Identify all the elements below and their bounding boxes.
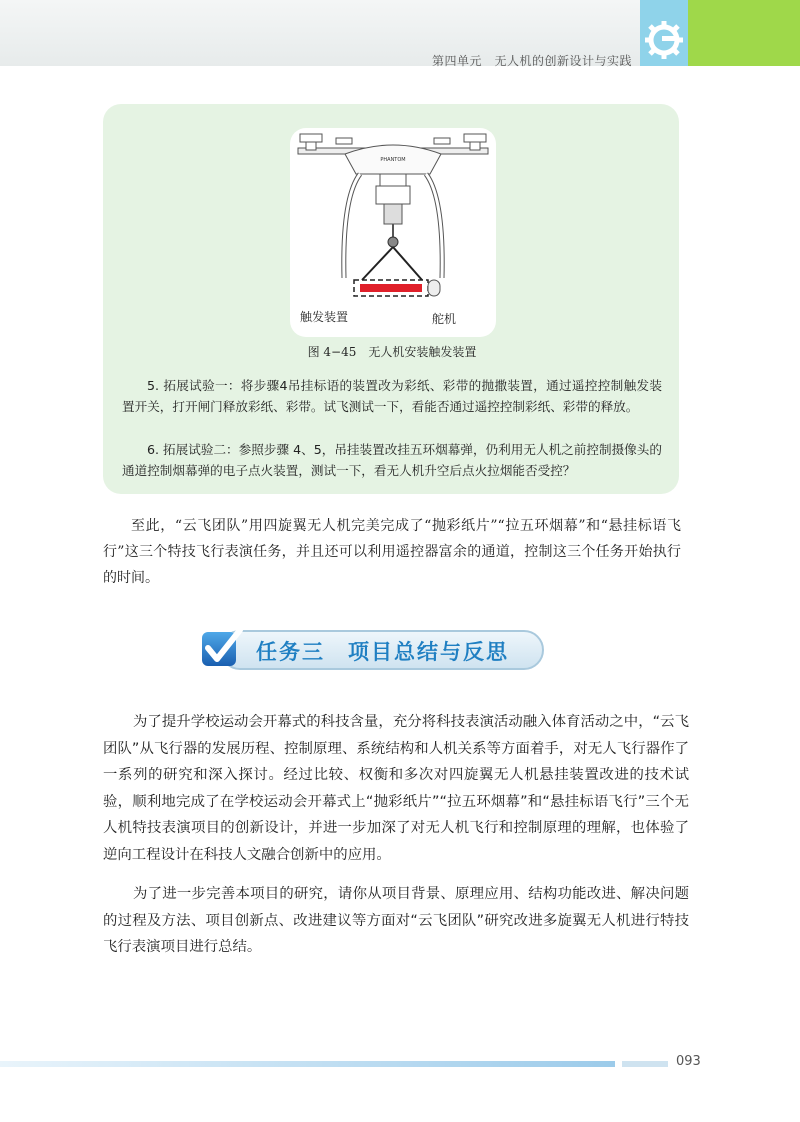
checkmark-icon (198, 626, 244, 672)
body-paragraph-1: 为了提升学校运动会开幕式的科技含量，充分将科技表演活动融入体育活动之中，“云飞团队”从飞行器的发展历程、控制原理、系统结构和人机关系等方面着手，对无人飞行器作了一系列的研究和深入探讨。经过比较、权衡和多次对四旋翼无人机悬挂装置改进的技术试验，顺利地完成了在学校运动会开幕式上“抛彩纸片”“拉五环烟幕”和“悬挂标语飞行”三个无人机特技表演项目的创新设计，并进一步加深了对无人机飞行和控制原理的理解，也体验了逆向工程设计在科技人文融合创新中的应用。 (103, 714, 689, 863)
footer-rule-segment (622, 1061, 668, 1067)
task-title: 任务三 项目总结与反思 (256, 640, 509, 664)
panel-item-6: 6. 拓展试验二：参照步骤 4、5，吊挂装置改挂五环烟幕弹，仍利用无人机之前控制摄像头的通道控制烟幕弹的电子点火装置，测试一下，看无人机升空后点火拉烟能否受控？ (122, 442, 662, 478)
gear-icon (644, 20, 684, 60)
figure-label-servo: 舵机 (432, 312, 457, 326)
footer-rule (0, 1061, 615, 1067)
figure-label-trigger: 触发装置 (300, 310, 349, 324)
panel-item-5: 5. 拓展试验一：将步骤4吊挂标语的装置改为彩纸、彩带的抛撒装置，通过遥控控制触发装置开关，打开闸门释放彩纸、彩带。试飞测试一下，看能否通过遥控控制彩纸、彩带的释放。 (122, 378, 662, 414)
drone-illustration (290, 128, 496, 337)
body-paragraph-2: 为了进一步完善本项目的研究，请你从项目背景、原理应用、结构功能改进、解决问题的过程及方法、项目创新点、改进建议等方面对“云飞团队”研究改进多旋翼无人机进行特技飞行表演项目进行总结。 (103, 886, 689, 955)
page-number: 093 (676, 1054, 701, 1069)
running-head: 第四单元 无人机的创新设计与实践 (431, 54, 632, 68)
drone-brand-text: PHANTOM (380, 157, 406, 163)
figure-caption: 图 4−45 无人机安装触发装置 (307, 345, 477, 359)
header-accent-green (688, 0, 800, 66)
figure-drone-trigger (290, 128, 496, 337)
summary-paragraph: 至此，“云飞团队”用四旋翼无人机完美完成了“抛彩纸片”“拉五环烟幕”和“悬挂标语飞行”这三个特技飞行表演任务，并且还可以利用遥控器富余的通道，控制这三个任务开始执行的时间。 (103, 518, 681, 586)
task-banner (198, 626, 544, 672)
